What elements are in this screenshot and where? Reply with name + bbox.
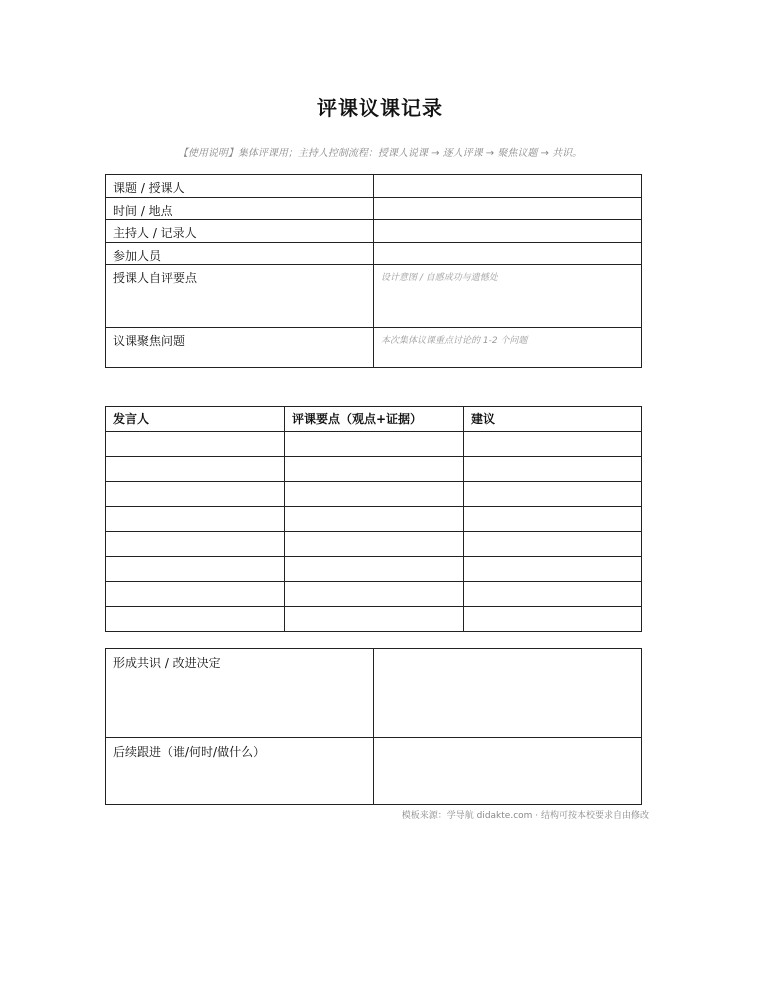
header-suggestions: 建议 (464, 407, 642, 432)
table-row (106, 432, 642, 457)
table-row (106, 649, 642, 738)
header-comment-points: 评课要点（观点+证据） (285, 407, 464, 432)
cell[interactable] (106, 457, 285, 482)
cell[interactable] (106, 607, 285, 632)
table-row (106, 738, 642, 805)
table-header-row (106, 407, 642, 432)
cell[interactable] (285, 607, 464, 632)
cell[interactable] (464, 532, 642, 557)
table-row (106, 328, 642, 368)
row-label: 授课人自评要点 (106, 265, 374, 328)
table-row (106, 265, 642, 328)
value-cell[interactable] (374, 243, 642, 265)
table-row (106, 243, 642, 265)
row-label: 参加人员 (106, 243, 374, 265)
table-row (106, 607, 642, 632)
value-cell[interactable] (374, 220, 642, 243)
cell[interactable] (285, 532, 464, 557)
table-row (106, 220, 642, 243)
table-row (106, 175, 642, 198)
cell[interactable] (106, 557, 285, 582)
value-cell[interactable] (374, 738, 642, 805)
table-row (106, 507, 642, 532)
footer-source: 模板来源：学导航 didakte.com · 结构可按本校要求自由修改 (401, 811, 649, 821)
conclusion-table (105, 648, 642, 805)
comments-table (105, 406, 642, 632)
cell[interactable] (464, 607, 642, 632)
row-label: 议课聚焦问题 (106, 328, 374, 368)
cell[interactable] (464, 557, 642, 582)
cell[interactable] (285, 432, 464, 457)
cell[interactable] (285, 457, 464, 482)
cell[interactable] (106, 482, 285, 507)
cell[interactable] (106, 432, 285, 457)
row-label: 课题 / 授课人 (106, 175, 374, 198)
table-row (106, 532, 642, 557)
row-label: 后续跟进（谁/何时/做什么） (106, 738, 374, 805)
row-label: 时间 / 地点 (106, 198, 374, 220)
table-row (106, 457, 642, 482)
row-label: 主持人 / 记录人 (106, 220, 374, 243)
value-cell[interactable] (374, 175, 642, 198)
table-row (106, 582, 642, 607)
cell[interactable] (285, 507, 464, 532)
cell[interactable] (285, 582, 464, 607)
row-label: 形成共识 / 改进决定 (106, 649, 374, 738)
cell[interactable] (464, 432, 642, 457)
value-cell[interactable] (374, 649, 642, 738)
cell[interactable] (106, 532, 285, 557)
self-eval-hint[interactable]: 设计意图 / 自感成功与遗憾处 (374, 265, 642, 328)
page-title: 评课议课记录 (317, 96, 443, 120)
header-speaker: 发言人 (106, 407, 285, 432)
cell[interactable] (464, 457, 642, 482)
cell[interactable] (464, 507, 642, 532)
focus-question-hint[interactable]: 本次集体议课重点讨论的 1-2 个问题 (374, 328, 642, 368)
value-cell[interactable] (374, 198, 642, 220)
cell[interactable] (106, 582, 285, 607)
cell[interactable] (285, 557, 464, 582)
info-table (105, 174, 642, 368)
table-row (106, 482, 642, 507)
table-row (106, 198, 642, 220)
cell[interactable] (464, 582, 642, 607)
table-row (106, 557, 642, 582)
usage-note: 【使用说明】集体评课用；主持人控制流程：授课人说课 → 逐人评课 → 聚焦议题 → 共识。 (177, 148, 583, 159)
cell[interactable] (106, 507, 285, 532)
cell[interactable] (464, 482, 642, 507)
cell[interactable] (285, 482, 464, 507)
